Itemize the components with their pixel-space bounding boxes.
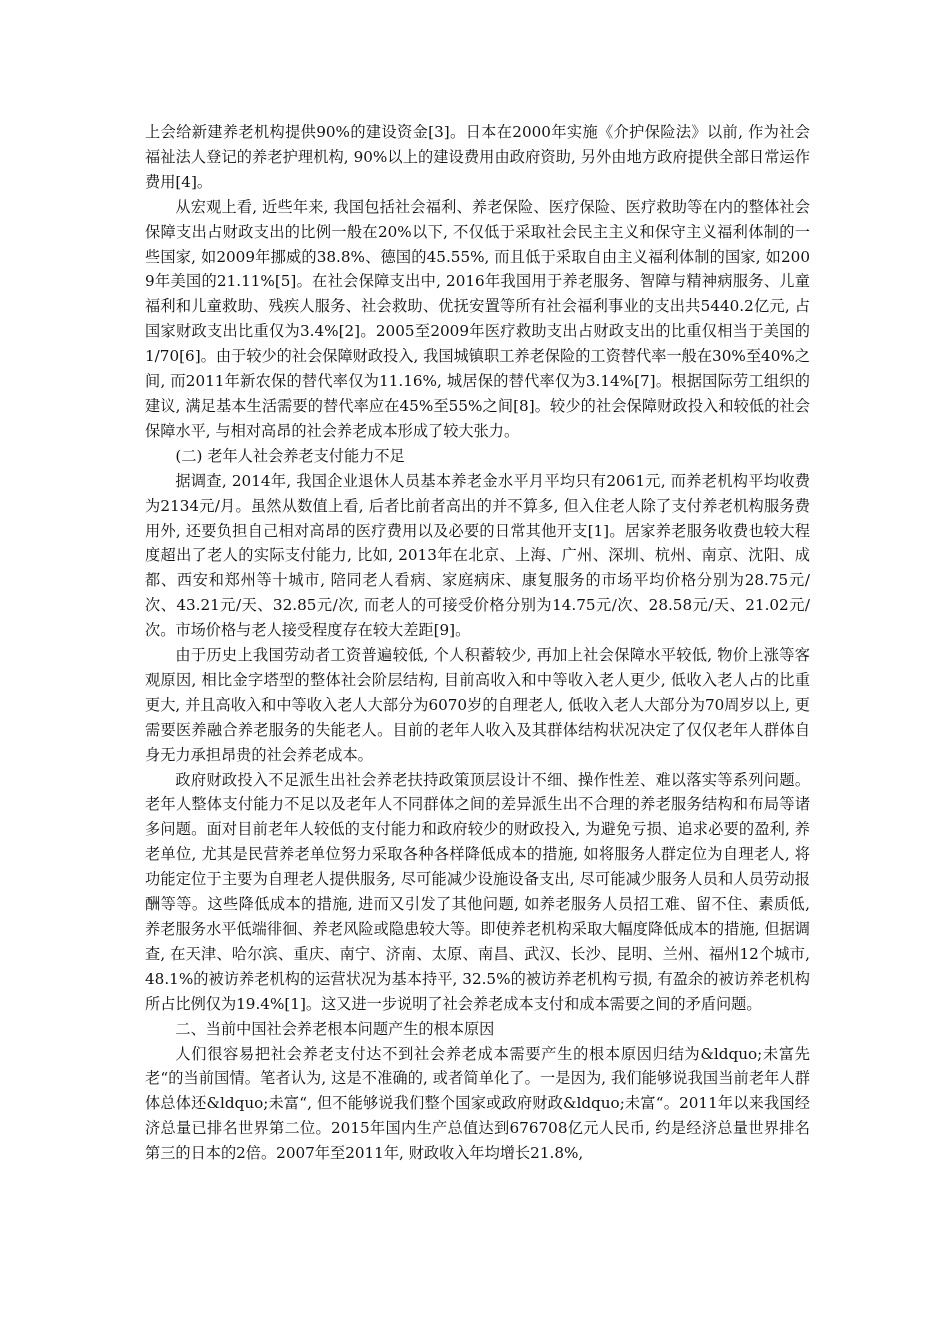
- paragraph-policy-problems: 政府财政投入不足派生出社会养老扶持政策顶层设计不细、操作性差、难以落实等系列问题。老年人整体支付能力不足以及老年人不同群体之间的差异派生出不合理的养老服务结构和布局等诸多问题。面对目前老年人较低的支付能力和政府较少的财政投入, 为避免亏损、追求必要的盈利, 养老单位, 尤其是民营养老单位努力采取各种各样降低成本的措施, 如将服务人群定位为自理老人, 将功能定位于主要为自理老人提供服务, 尽可能减少设施设备支出, 尽可能减少服务人员和人员劳动报酬等等。这些降低成本的措施, 进而又引发了其他问题, 如养老服务人员招工难、留不住、素质低, 养老服务水平低端徘徊、养老风险或隐患较大等。即使养老机构采取大幅度降低成本的措施, 但据调查, 在天津、哈尔滨、重庆、南宁、济南、太原、南昌、武汉、长沙、昆明、兰州、福州12个城市, 48.1%的被访养老机构的运营状况为基本持平, 32.5%的被访养老机构亏损, 有盈余的被访养老机构所占比例仅为19.4%[1]。这又进一步说明了社会养老成本支付和成本需要之间的矛盾问题。: [145, 770, 810, 1013]
- paragraph-survey-pension: 据调查, 2014年, 我国企业退休人员基本养老金水平月平均只有2061元, 而养老机构平均收费为2134元/月。虽然从数值上看, 后者比前者高出的并不算多, 但入住老人除了支付养老机构服务费用外, 还要负担自己相对高昂的医疗费用以及必要的日常其他开支[1]。居家养老服务收费也较大程度超出了老人的实际支付能力, 比如, 2013年在北京、上海、广州、深圳、杭州、南京、沈阳、成都、西安和郑州等十城市, 陪同老人看病、家庭病床、康复服务的市场平均价格分别为28.75元/次、43.21元/天、32.85元/次, 而老人的可接受价格分别为14.75元/次、28.58元/天、21.02元/次。市场价格与老人接受程度存在较大差距[9]。: [145, 471, 810, 640]
- section-heading-payment-ability: (二) 老年人社会养老支付能力不足: [175, 446, 405, 465]
- paragraph-social-security-spending: 从宏观上看, 近些年来, 我国包括社会福利、养老保险、医疗保险、医疗救助等在内的整体社会保障支出占财政支出的比例一般在20%以下, 不仅低于采取社会民主主义和保守主义福利体制的一些国家, 如2009年挪威的38.8%、德国的45.55%, 而且低于采取自由主义福利体制的国家, 如2009年美国的21.11%[5]。在社会保障支出中, 2016年我国用于养老服务、智障与精神病服务、儿童福利和儿童救助、残疾人服务、社会救助、优抚安置等所有社会福利事业的支出共5440.2亿元, 占国家财政支出比重仅为3.4%[2]。2005至2009年医疗救助支出占财政支出的比重仅相当于美国的1/70[6]。由于较少的社会保障财政投入, 我国城镇职工养老保险的工资替代率一般在30%至40%之间, 而2011年新农保的替代率仅为11.16%, 城居保的替代率仅为3.14%[7]。根据国际劳工组织的建议, 满足基本生活需要的替代率应在45%至55%之间[8]。较少的社会保障财政投入和较低的社会保障水平, 与相对高昂的社会养老成本形成了较大张力。: [145, 197, 810, 440]
- section-heading-root-causes: 二、当前中国社会养老根本问题产生的根本原因: [175, 1019, 495, 1038]
- paragraph-not-rich-before-old: 人们很容易把社会养老支付达不到社会养老成本需要产生的根本原因归结为&ldquo;未富先老“的当前国情。笔者认为, 这是不准确的, 或者简单化了。一是因为, 我们能够说我国当前老年人群体总体还&ldquo;未富“, 但不能够说我们整个国家或政府财政&ldquo;未富“。2011年以来我国经济总量已排名世界第二位。2015年国内生产总值达到676708亿元人民币, 约是经济总量世界排名第三的日本的2倍。2007年至2011年, 财政收入年均增长21.8%,: [145, 1044, 810, 1163]
- paragraph-continuation: 上会给新建养老机构提供90%的建设资金[3]。日本在2000年实施《介护保险法》以前, 作为社会福祉法人登记的养老护理机构, 90%以上的建设费用由政府资助, 另外由地方政府提供全部日常运作费用[4]。: [145, 123, 810, 191]
- document-body: [145, 120, 810, 1166]
- paragraph-income-structure: 由于历史上我国劳动者工资普遍较低, 个人积蓄较少, 再加上社会保障水平较低, 物价上涨等客观原因, 相比金字塔型的整体社会阶层结构, 目前高收入和中等收入老人更少, 低收入老人占的比重更大, 并且高收入和中等收入老人大部分为6070岁的自理老人, 低收入老人大部分为70周岁以上, 更需要医养融合养老服务的失能老人。目前的老年人收入及其群体结构状况决定了仅仅老年人群体自身无力承担昂贵的社会养老成本。: [145, 646, 810, 764]
